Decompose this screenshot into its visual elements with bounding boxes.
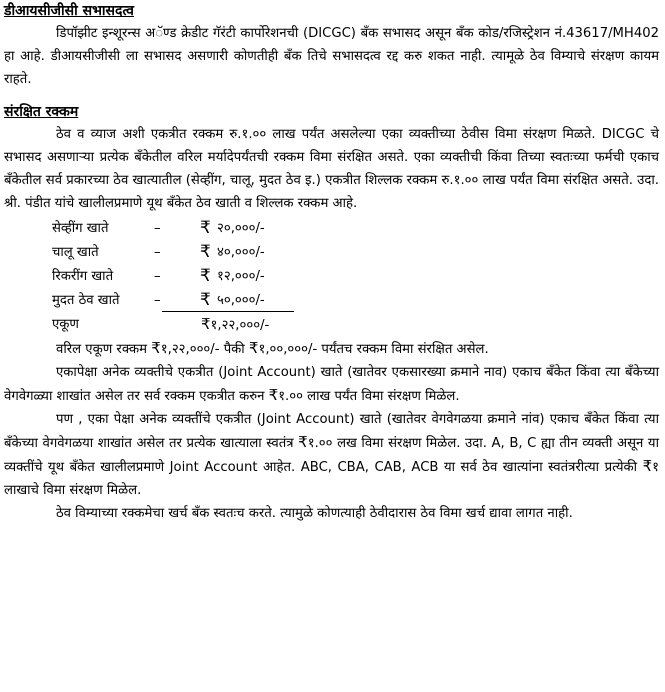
account-amount: २०,०००/- [217,221,265,236]
rupee-icon: ₹ [298,433,308,451]
premium-cost-paragraph: ठेव विम्याच्या रक्कमेचा खर्च बॅंक स्वतःच करते. त्यामुळे कोणत्याही ठेवीदारास ठेव विमा खर्च द्यावा लागत नाही. [56,506,573,521]
rupee-icon: ₹ [642,457,653,475]
account-amount: ४०,०००/- [217,245,265,260]
paragraph-text: १.०० लख विमा संरक्षण मिळेल. उदा. A, B, C ह्या तीन व्यक्ती असून या व्यक्तींचे यूथ बॅंकेत खालीलप्रमाणे Joint Account आहेत. ABC, CBA, CAB, ACB या सर्व ठेव खात्यांना स्वतंत्ररीत्या प्रत्येकी [4,436,659,475]
paragraph-text: १ लाखाचे विमा संरक्षण मिळेल. [4,460,659,498]
dash: – [154,269,161,284]
paragraph-text: पण , एका पेक्षा अनेक व्यक्तींचे एकत्रीत (Joint Account) खाते (खातेवर वेगवेगळया क्रमाने नांव) एकाच बॅंकेत किंवा त्या बॅंकेच्या वेगवेगळया शाखांत असेल तर प्रत्येक खात्याला स्वतंत्र [4,412,659,451]
account-row-fixed-deposit [4,289,659,313]
summary-text: वरिल एकूण रक्कम [56,342,152,357]
total-amount [201,313,269,337]
total-label: एकूण [52,317,79,332]
total-divider [162,311,294,312]
rupee-icon: ₹ [268,386,279,404]
paragraph-text: १.०० लाख पर्यंत विमा संरक्षण मिळेल. [278,389,460,404]
account-label: मुदत ठेव खाते [52,293,120,308]
account-row-current [4,241,659,265]
multiple-joint-accounts-paragraph [4,408,659,502]
dash: – [154,293,161,308]
total-value: १,२२,०००/- [210,318,270,333]
account-label: चालू खाते [52,245,99,260]
rupee-icon: ₹ [201,315,211,333]
paragraph-text: एकापेक्षा अनेक व्यक्तीचे एकत्रीत (Joint Account) खाते (खातेवर एकसारख्या क्रमाने नाव) एकाच बॅंकेत किंवा त्या बॅंकेच्या वेगवेगळ्या शाखांत असेल तर सर्व रक्कम एकत्रीत करुन [4,365,659,404]
joint-account-paragraph [4,361,659,408]
rupee-icon: ₹ [200,266,211,286]
summary-text: १,२२,०००/- पैकी [160,342,249,357]
total-row [4,313,659,337]
section-heading-insured-amount: संरक्षित रक्कम [4,104,79,120]
account-label: सेव्हींग खाते [52,221,109,236]
membership-paragraph: डिपॉझीट इन्शूरन्स अॅण्ड क्रेडीट गॅरंटी कार्पोरेशनची (DICGC) बॅंक सभासद असून बॅंक कोड/रजिस्ट्रेशन नं.43617/MH402 हा आहे. डीआयसीजीसी ला सभासद असणारी कोणतीही बॅंक तिचे सभासदत्व रद्द करु शकत नाही. त्यामूळे ठेव विम्याचे संरक्षण कायम राहते. [4,26,659,87]
dash: – [154,245,161,260]
example-accounts-table [4,217,659,337]
account-label: रिकरींग खाते [52,269,114,284]
summary-text: १,००,०००/- पर्यंतच रक्कम विमा संरक्षित असेल. [258,342,489,357]
account-row-recurring [4,265,659,289]
summary-line [4,337,659,361]
account-row-savings [4,217,659,241]
rupee-icon: ₹ [200,218,211,238]
account-amount: १२,०००/- [217,269,265,284]
rupee-icon: ₹ [200,242,211,262]
rupee-icon: ₹ [200,290,211,310]
section-heading-dicgc-membership: डीआयसीजीसी सभासदत्व [4,3,134,19]
account-amount: ५०,०००/- [217,293,265,308]
insured-amount-paragraph: ठेव व व्याज अशी एकत्रीत रक्कम रु.१.०० लाख पर्यंत असलेल्या एका व्यक्तीच्या ठेवीस विमा संरक्षण मिळते. DICGC चे सभासद असणाऱ्या प्रत्येक बॅंकेतील वरिल मर्यादेपर्यंतची रक्कम विमा संरक्षित असते. एका व्यक्तीची किंवा तिच्या स्वतःच्या फर्मची एकाच बॅंकेतील सर्व प्रकारच्या ठेव खात्यातील (सेव्हींग, चालू, मुदत ठेव इ.) एकत्रीत शिल्लक रक्कम रु.१.०० लाख पर्यंत विमा संरक्षित असते. उदा. श्री. पंडीत यांचे खालीलप्रमाणे यूथ बॅंकेत ठेव खाती व शिल्लक रक्कम आहे. [4,127,659,211]
dash: – [154,221,161,236]
rupee-icon: ₹ [248,339,259,357]
rupee-icon: ₹ [151,339,161,357]
